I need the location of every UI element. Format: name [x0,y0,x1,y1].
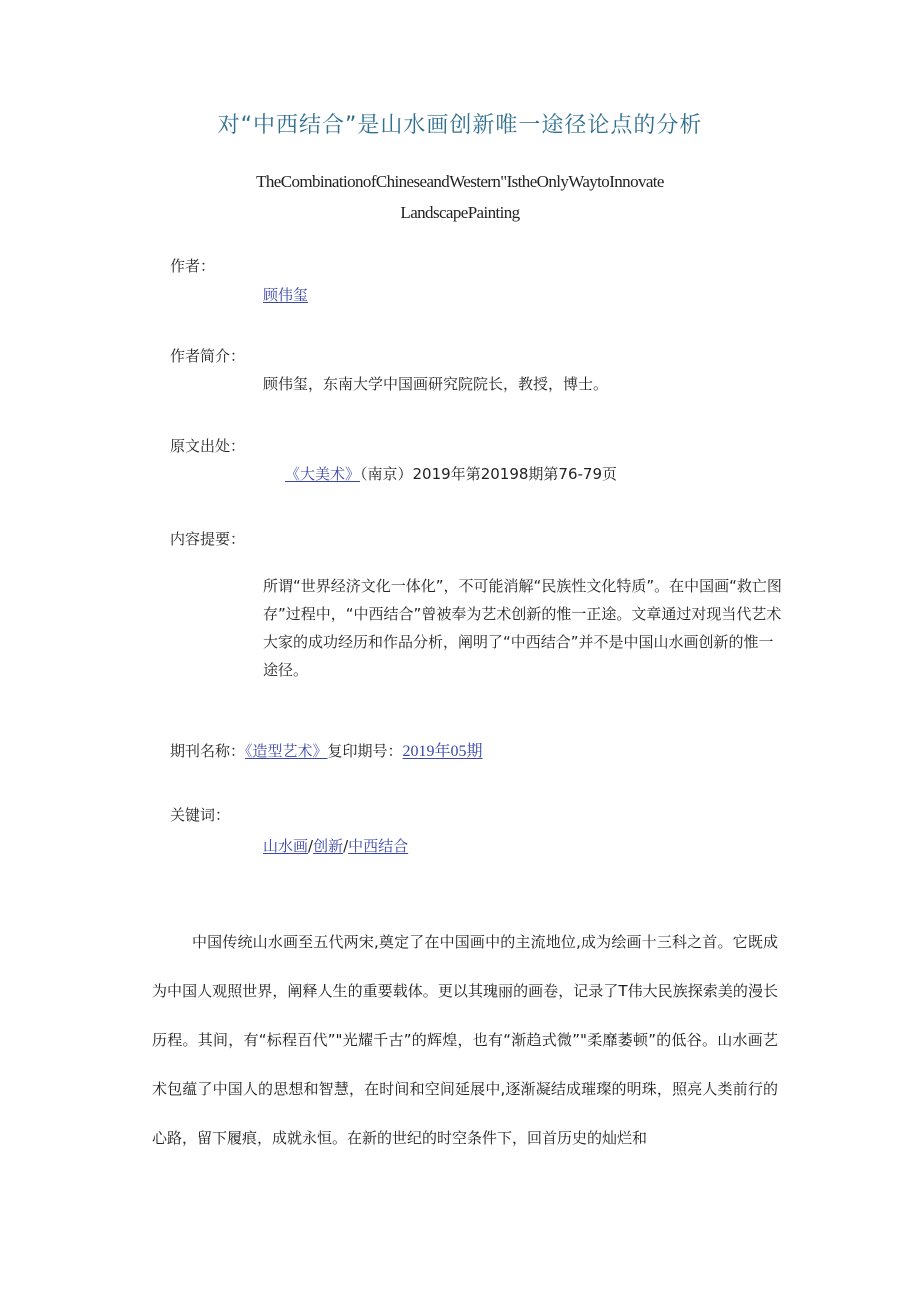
source-details: （南京）2019年第20198期第76-79页 [360,465,617,483]
periodical-label: 期刊名称： [170,742,246,760]
author-bio-text: 顾伟玺，东南大学中国画研究院院长，教授，博士。 [263,375,609,393]
author-bio-label: 作者简介： [170,347,246,365]
keyword-separator: / [308,837,314,855]
reprint-issue-link[interactable]: 2019年05期 [402,743,483,760]
source-label: 原文出处： [170,437,246,455]
body-paragraph-text: 中国传统山水画至五代两宋,奠定了在中国画中的主流地位,成为绘画十三科之首。它既成为中国人观照世界，阐释人生的重要载体。更以其瑰丽的画卷，记录了T伟大民族探索美的漫长历程。其间，有“标程百代”"光耀千古”的辉煌，也有“渐趋式微”"柔靡萎顿”的低谷。山水画艺术包蕴了中国人的思想和智慧，在时间和空间延展中,逐渐凝结成璀璨的明珠，照亮人类前行的心路，留下履痕，成就永恒。在新的世纪的时空条件下，回首历史的灿烂和 [152,933,778,1147]
article-title: 对“中西结合”是山水画创新唯一途径论点的分析 [217,113,703,138]
summary-text: 所谓“世界经济文化一体化”，不可能消解“民族性文化特质”。在中国画“救亡图存”过程中，“中西结合”曾被奉为艺术创新的惟一正途。文章通过对现当代艺术大家的成功经历和作品分析，阐明了“中西结合”并不是中国山水画创新的惟一途径。 [263,577,782,679]
keywords-list [263,835,408,856]
english-title-line-1: TheCombinationofChineseandWestern"IstheOnlyWaytoInnovate [256,172,664,191]
keyword-link[interactable]: 山水画 [263,837,309,855]
source-line [285,463,617,484]
author-link[interactable]: 顾伟玺 [263,286,309,304]
keyword-separator: / [343,837,349,855]
summary-label: 内容提要： [170,530,246,548]
periodical-line [170,738,483,761]
keyword-link[interactable]: 中西结合 [348,837,409,855]
keywords-label: 关键词： [170,806,231,824]
body-paragraph [152,918,778,1163]
reprint-label: 复印期号： [327,742,403,760]
source-journal-link[interactable]: 《大美术》 [285,465,361,483]
english-title-line-2: LandscapePainting [400,203,520,222]
periodical-name-link[interactable]: 《造型艺术》 [245,742,328,760]
keyword-link[interactable]: 创新 [313,837,344,855]
author-label: 作者： [170,257,216,275]
